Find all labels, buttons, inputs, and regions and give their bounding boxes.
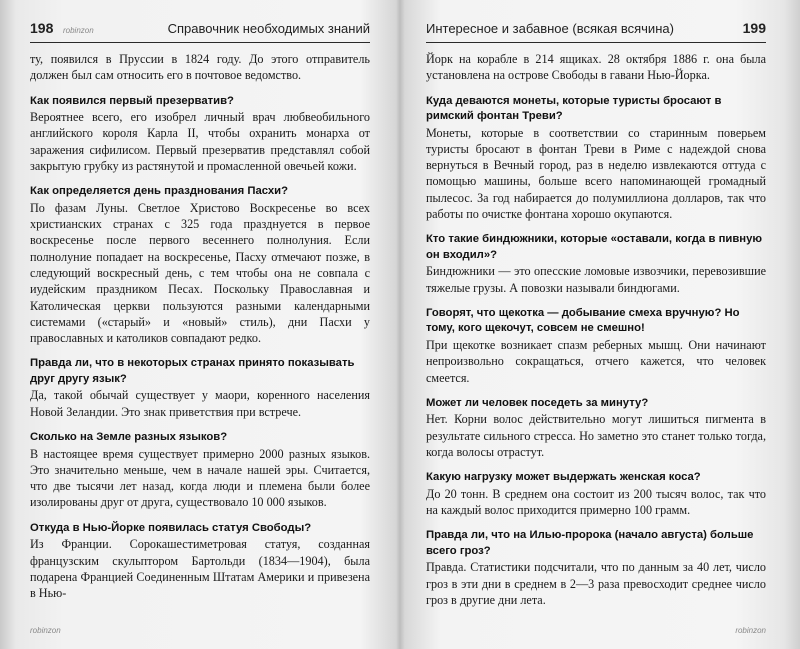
qa-item xyxy=(30,430,370,511)
qa-item xyxy=(426,470,766,518)
answer-text: Вероятнее всего, его изобрел личный врач любвеобильного английского короля Карла II, чтобы охранить монарха от заражения сифилисом. Первый презерватив представлял собой закрытую грубку из растянутой и промасленной овечьей кожи. xyxy=(30,110,370,173)
answer-text: Монеты, которые в соответствии со старинным поверьем туристы бросают в фонтан Треви в Риме с надеждой снова вернуться в Вечный город, раз в неделю извлекаются оттуда с помощью машины, больше всего напоминающей громадный пылесос. За год набирается до полумиллиона долларов, так что работы по очистке фонтана хорошо окупаются. xyxy=(426,125,766,222)
answer-text: Биндюжники — это опесские ломовые извозчики, перевозившие тяжелые грузы. А повозки называли биндюгами. xyxy=(426,264,766,295)
right-page xyxy=(402,0,800,649)
left-footer-watermark: robinzon xyxy=(30,626,61,635)
qa-item xyxy=(426,306,766,386)
right-page-header xyxy=(426,20,766,43)
qa-item xyxy=(426,94,766,223)
qa-item xyxy=(426,232,766,296)
question-heading: Сколько на Земле разных языков? xyxy=(30,431,228,444)
right-page-number: 199 xyxy=(742,20,766,36)
answer-text: При щекотке возникает спазм реберных мышц. Они начинают непроизвольно сокращаться, отчего кажется, что человек смеется. xyxy=(426,337,766,385)
left-watermark: robinzon xyxy=(62,26,94,35)
qa-item xyxy=(30,184,370,346)
question-heading: Куда деваются монеты, которые туристы бросают в римский фонтан Треви? xyxy=(426,94,722,123)
answer-text: Нет. Корни волос действительно могут лишиться пигмента в результате сильного стресса. Но заметно это станет только тогда, когда волосы отрастут. xyxy=(426,412,766,459)
right-lead-text: Йорк на корабле в 214 ящиках. 28 октября 1886 г. она была установлена на острове Свободы в гавани Нью-Йорка. xyxy=(426,52,766,83)
answer-text: Правда. Статистики подсчитали, что по данным за 40 лет, число гроз в эти дни в среднем в 2—3 раза превосходит среднее число гроз в другие дни лета. xyxy=(426,560,766,607)
right-footer-watermark: robinzon xyxy=(735,626,766,635)
question-heading: Кто такие биндюжники, которые «оставали, когда в пивную он входил»? xyxy=(426,233,763,261)
qa-item xyxy=(30,356,370,420)
answer-text: По фазам Луны. Светлое Христово Воскресенье во всех христианских странах с 325 года празднуется в первое воскресенье после первого весеннего полнолуния. Если полнолуние попадает на воскресенье, Пасху отмечают позже, в следующий воскресный день, с тем чтобы она не совпала с иудейским праздником Песах. Поскольку Православная и Католическая церкви пользуются разными календарными системами («старый» и «новый» стиль), дни Пасхи у православных и католиков совпадают редко. xyxy=(30,200,370,346)
question-heading: Какую нагрузку может выдержать женская коса? xyxy=(426,471,701,484)
question-heading: Как определяется день празднования Пасхи? xyxy=(30,185,289,198)
left-running-title: Справочник необходимых знаний xyxy=(167,21,370,36)
qa-item xyxy=(426,396,766,460)
question-heading: Как появился первый презерватив? xyxy=(30,94,234,107)
left-page-number: 198 xyxy=(30,20,54,36)
question-heading: Говорят, что щекотка — добывание смеха вручную? Но тому, кого щекочут, совсем не смешно! xyxy=(426,306,740,335)
answer-text: В настоящее время существует примерно 2000 разных языков. Это значительно меньше, чем в начале нашей эры. Считается, что две тысячи лет назад, когда люди и племена были более изолированы друг от друга, существовало 10 000 языков. xyxy=(30,446,370,510)
left-page xyxy=(0,0,398,649)
question-heading: Правда ли, что на Илью-пророка (начало августа) больше всего гроз? xyxy=(426,529,754,557)
question-heading: Правда ли, что в некоторых странах принято показывать друг другу язык? xyxy=(30,357,355,385)
left-page-header xyxy=(30,20,370,43)
qa-item xyxy=(30,94,370,175)
right-running-title: Интересное и забавное (всякая всячина) xyxy=(426,21,674,36)
question-heading: Может ли человек поседеть за минуту? xyxy=(426,396,649,409)
qa-item xyxy=(426,528,766,608)
question-heading: Откуда в Нью-Йорке появилась статуя Свободы? xyxy=(30,521,312,534)
answer-text: До 20 тонн. В среднем она состоит из 200 тысяч волос, так что на каждый волос приходится примерно 100 грамм. xyxy=(426,486,766,518)
qa-item xyxy=(30,521,370,602)
left-lead-text: ту, появился в Пруссии в 1824 году. До этого отправитель должен был сам относить его в почтовое ведомство. xyxy=(30,52,370,83)
answer-text: Да, такой обычай существует у маори, коренного населения Новой Зеландии. Это знак приветствия при встрече. xyxy=(30,388,370,419)
answer-text: Из Франции. Сорокашестиметровая статуя, созданная французским скульптором Бартольди (1834—1904), была подарена Францией Соединенным Штатам Америки и привезена в Нью- xyxy=(30,537,370,601)
